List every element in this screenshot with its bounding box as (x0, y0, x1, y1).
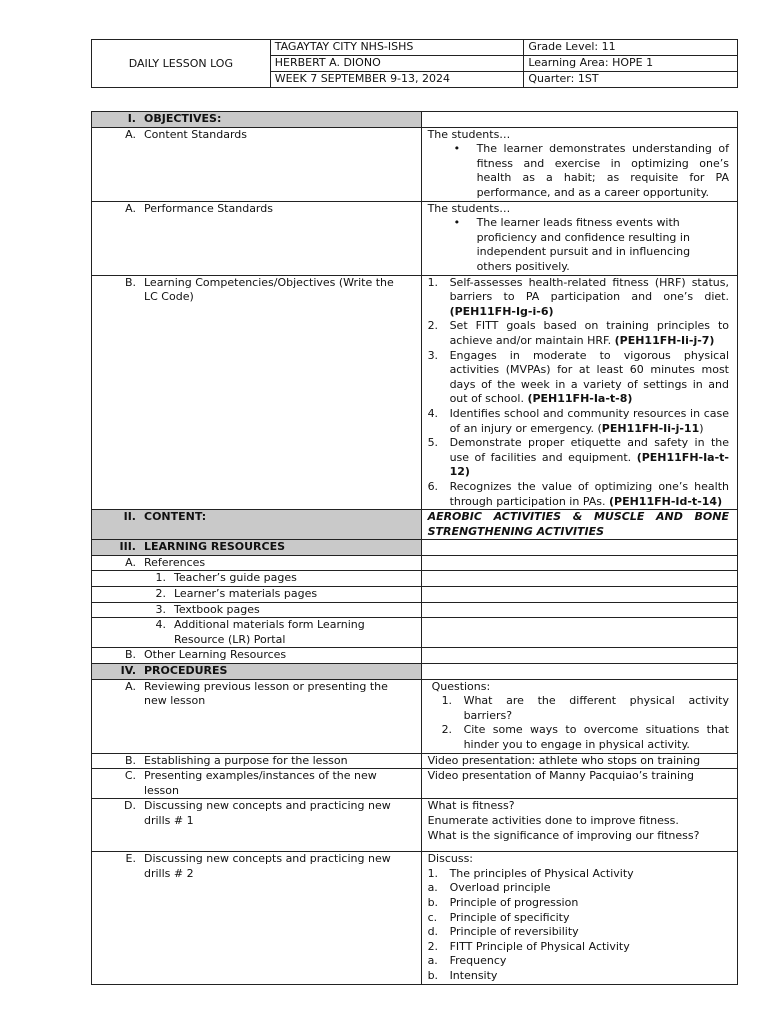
references-row (92, 555, 738, 571)
competency-text: Identifies school and community resources in case of an injury or emergency. ( (449, 406, 729, 435)
competencies-row (92, 275, 738, 510)
competency-text: Set FITT goals based on training principles to achieve and/or maintain HRF. (449, 319, 729, 347)
document-title: DAILY LESSON LOG (92, 40, 271, 88)
row-label: Performance Standards (144, 201, 273, 215)
teacher-name: HERBERT A. DIONO (270, 56, 524, 72)
row-label: Other Learning Resources (144, 648, 287, 662)
text-line: Enumerate activities done to improve fitness. (427, 813, 679, 827)
competency-text: Recognizes the value of optimizing one’s health through participation in PAs. (449, 479, 729, 508)
intro-text: Questions: (431, 679, 491, 693)
item-letter: B. (124, 648, 136, 662)
list-item: 2. FITT Principle of Physical Activity (427, 939, 630, 953)
procedure-a-row (92, 679, 738, 753)
competency-item (428, 436, 729, 480)
lesson-log-table (91, 111, 738, 985)
item-letter: C. (124, 769, 136, 783)
procedure-value: Video presentation: athlete who stops on training (421, 753, 737, 769)
competency-text: Self-assesses health-related fitness (HRF) status, barriers to PA participation and one’s diet. (449, 275, 729, 304)
content-row (92, 510, 738, 540)
sub-list-item: b. Intensity (427, 968, 498, 982)
intro-text: The students… (427, 127, 511, 141)
ref-number: 4. (155, 618, 166, 632)
ref-number: 2. (155, 587, 166, 601)
text-line: What is the significance of improving our fitness? (427, 828, 700, 842)
lc-code: (PEH11FH-Ia-t-8) (527, 392, 633, 406)
row-label: Presenting examples/instances of the new lesson (144, 769, 377, 797)
competency-item (428, 349, 729, 407)
row-label: Discussing new concepts and practicing new drills # 1 (144, 799, 391, 827)
quarter: Quarter: 1ST (524, 72, 738, 88)
lc-code: (PEH11FH-Ig-i-6) (449, 304, 554, 318)
reference-item-row (92, 602, 738, 618)
lc-code: (PEH11FH-Id-t-14) (609, 494, 723, 508)
bullet-item: • The learner demonstrates understanding of fitness and exercise in optimizing one’s health as a habit; as requisite for PA performance, and as a career opportunity. (472, 142, 729, 200)
item-letter: A. (125, 201, 136, 215)
reference-item-row (92, 587, 738, 603)
sub-list-item: b. Principle of progression (427, 895, 579, 909)
bullet-item: • The learner leads fitness events with proficiency and confidence resulting in independent pursuit and in influencing others positively. (472, 216, 707, 274)
sub-list-item: d. Principle of reversibility (427, 925, 579, 939)
learning-area: Learning Area: HOPE 1 (524, 56, 738, 72)
section-number: IV. (120, 664, 136, 678)
week-dates: WEEK 7 SEPTEMBER 9-13, 2024 (270, 72, 524, 88)
other-resources-row (92, 648, 738, 664)
section-heading: OBJECTIVES: (144, 112, 222, 125)
section-number: II. (123, 510, 136, 524)
reference-item-row (92, 618, 738, 648)
list-item: 1. The principles of Physical Activity (427, 866, 634, 880)
section-heading: LEARNING RESOURCES (144, 540, 286, 554)
intro-text: Discuss: (427, 852, 474, 866)
sub-list-item: a. Frequency (427, 954, 507, 968)
header-table (91, 39, 738, 88)
row-label: Discussing new concepts and practicing new drills # 2 (144, 852, 391, 880)
lc-code: PEH11FH-Ii-j-11 (601, 421, 700, 435)
competency-text: Engages in moderate to vigorous physical activities (MVPAs) for at least 60 minutes most days of the week in a variety of settings in and out of school. (449, 348, 729, 406)
section-number: III. (119, 540, 136, 554)
lc-code: (PEH11FH-Ii-j-7) (614, 333, 715, 347)
grade-level: Grade Level: 11 (524, 40, 738, 56)
competency-text: Demonstrate proper etiquette and safety in the use of facilities and equipment. (449, 436, 729, 464)
item-letter: E. (125, 852, 136, 866)
ref-label: Teacher’s guide pages (174, 571, 297, 585)
row-label: Establishing a purpose for the lesson (144, 753, 348, 767)
list-item: 2. Cite some ways to overcome situations that hinder you to engage in physical activity. (441, 723, 729, 751)
section-heading: CONTENT: (144, 510, 207, 524)
school-name: TAGAYTAY CITY NHS-ISHS (270, 40, 524, 56)
competency-tail: ) (699, 421, 704, 435)
row-label: Learning Competencies/Objectives (Write the LC Code) (144, 275, 394, 304)
competency-number: 4. (427, 406, 439, 420)
procedure-value: Video presentation of Manny Pacquiao’s training (421, 769, 737, 799)
item-letter: B. (124, 753, 136, 767)
item-letter: A. (125, 127, 136, 141)
content-standards-row (92, 127, 738, 201)
learning-resources-row (92, 540, 738, 556)
performance-standards-row (92, 201, 738, 275)
competency-number: 3. (427, 348, 439, 362)
competency-number: 6. (427, 479, 439, 493)
procedure-b-row (92, 753, 738, 769)
row-label: References (144, 555, 206, 569)
item-letter: A. (125, 555, 136, 569)
ref-number: 3. (155, 602, 166, 616)
competency-list (428, 276, 729, 510)
lc-code: (PEH11FH-Ia-t-12) (449, 450, 729, 479)
text-line: What is fitness? (427, 799, 515, 813)
row-label: Content Standards (144, 127, 248, 141)
list-item: 1. What are the different physical activity barriers? (441, 694, 729, 722)
competency-number: 1. (427, 275, 439, 289)
procedure-c-row (92, 769, 738, 799)
item-letter: D. (124, 799, 136, 813)
procedure-d-row (92, 799, 738, 852)
intro-text: The students… (427, 201, 511, 215)
sub-list-item: a. Overload principle (427, 881, 551, 895)
ref-label: Additional materials form Learning Resource (LR) Portal (174, 618, 365, 646)
row-label: Reviewing previous lesson or presenting the new lesson (144, 679, 388, 708)
competency-number: 2. (427, 319, 439, 333)
item-letter: A. (125, 679, 136, 693)
competency-item (428, 480, 729, 509)
ref-label: Textbook pages (174, 602, 260, 616)
procedures-row (92, 664, 738, 680)
procedure-e-row (92, 852, 738, 984)
competency-number: 5. (427, 436, 439, 450)
section-number: I. (127, 112, 136, 125)
content-topic: AEROBIC ACTIVITIES & MUSCLE AND BONE STRENGTHENING ACTIVITIES (427, 510, 729, 538)
reference-item-row (92, 571, 738, 587)
item-letter: B. (124, 275, 136, 289)
sub-list-item: c. Principle of specificity (427, 910, 570, 924)
competency-item (428, 319, 729, 348)
competency-item (428, 276, 729, 320)
ref-label: Learner’s materials pages (174, 587, 318, 601)
section-heading: PROCEDURES (144, 664, 228, 678)
competency-item (428, 407, 729, 436)
objectives-row (92, 112, 738, 128)
ref-number: 1. (155, 571, 166, 585)
